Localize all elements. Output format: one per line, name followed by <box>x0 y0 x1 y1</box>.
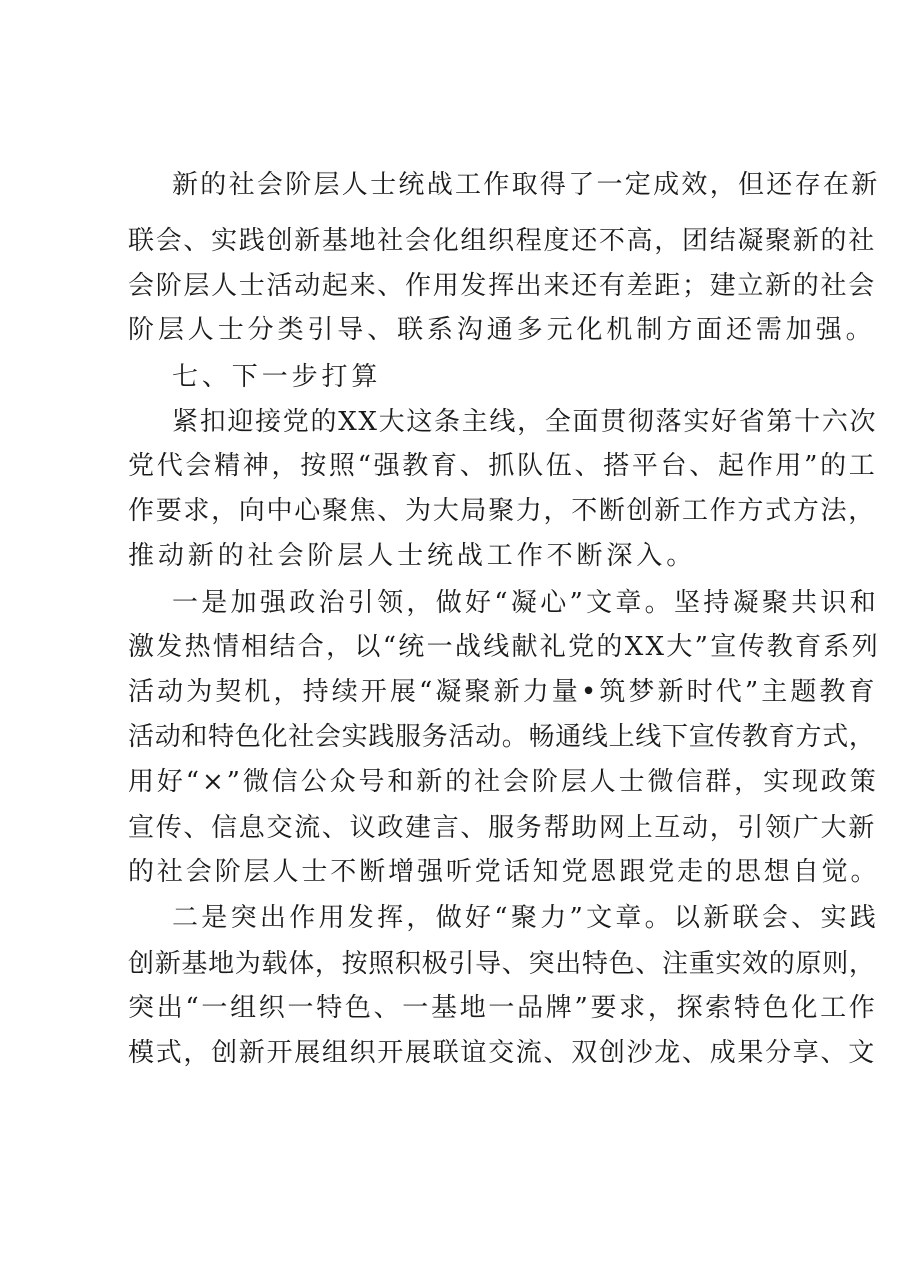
text-line: 活动为契机，持续开展“凝聚新力量•筑梦新时代”主题教育 <box>128 677 878 707</box>
text-line: 宣传、信息交流、议政建言、服务帮助网上互动，引领广大新 <box>128 813 876 843</box>
text-line: 党代会精神，按照“强教育、抓队伍、搭平台、起作用”的工 <box>128 451 878 481</box>
text-line: 新的社会阶层人士统战工作取得了一定成效，但还存在新 <box>172 170 880 200</box>
text-line: 用好“×”微信公众号和新的社会阶层人士微信群，实现政策 <box>128 767 879 797</box>
text-line: 模式，创新开展组织开展联谊交流、双创沙龙、成果分享、文 <box>128 1038 876 1068</box>
text-line: 联会、实践创新基地社会化组织程度还不高，团结凝聚新的社 <box>128 226 876 256</box>
text-line: 激发热情相结合，以“统一战线献礼党的XX大”宣传教育系列 <box>128 632 881 662</box>
section-heading: 七、下一步打算 <box>172 362 382 392</box>
text-line: 推动新的社会阶层人士统战工作不断深入。 <box>128 541 697 571</box>
text-line: 二是突出作用发挥，做好“聚力”文章。以新联会、实践 <box>172 903 880 933</box>
text-line: 阶层人士分类引导、联系沟通多元化机制方面还需加强。 <box>128 315 876 345</box>
text-line: 紧扣迎接党的XX大这条主线，全面贯彻落实好省第十六次 <box>172 407 878 437</box>
text-line: 会阶层人士活动起来、作用发挥出来还有差距；建立新的社会 <box>128 271 876 301</box>
text-line: 的社会阶层人士不断增强听党话知党恩跟党走的思想自觉。 <box>128 857 880 887</box>
text-line: 创新基地为载体，按照积极引导、突出特色、注重实效的原则， <box>128 949 876 979</box>
text-line: 活动和特色化社会实践服务活动。畅通线上线下宣传教育方式， <box>128 722 876 752</box>
text-line: 突出“一组织一特色、一基地一品牌”要求，探索特色化工作 <box>128 993 878 1023</box>
text-line: 作要求，向中心聚焦、为大局聚力，不断创新工作方式方法， <box>128 496 876 526</box>
text-line: 一是加强政治引领，做好“凝心”文章。坚持凝聚共识和 <box>172 588 880 618</box>
